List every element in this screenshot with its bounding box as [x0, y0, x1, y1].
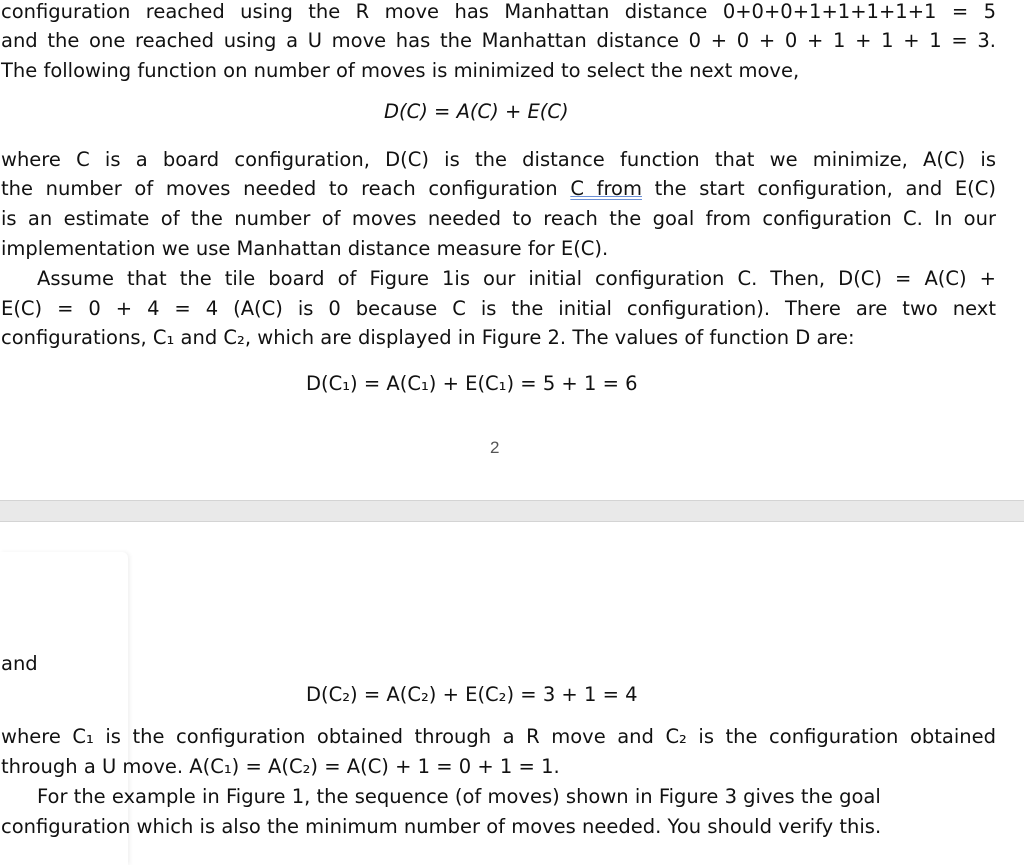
body-text-line: configuration reached using the R move has Manhattan distance 0+0+0+1+1+1+1+1 = 5 — [1, 0, 996, 23]
document-page-bottom — [0, 522, 1024, 865]
proofing-underline[interactable]: C from — [570, 177, 642, 200]
body-text-line: The following function on number of moves is minimized to select the next move, — [1, 59, 800, 82]
page-separator — [0, 500, 1024, 522]
page-number: 2 — [490, 438, 500, 457]
body-text-line — [1, 177, 996, 201]
body-text-line: through a U move. A(C₁) = A(C₂) = A(C) + 1 = 0 + 1 = 1. — [1, 755, 560, 778]
body-text-line: is an estimate of the number of moves needed to reach the goal from configuration C. In our — [1, 207, 996, 230]
body-text-line: Assume that the tile board of Figure 1is our initial configuration C. Then, D(C) = A(C) + — [37, 267, 996, 290]
body-text-line: E(C) = 0 + 4 = 4 (A(C) is 0 because C is the initial configuration). There are two next — [1, 297, 996, 320]
body-text-line: and the one reached using a U move has the Manhattan distance 0 + 0 + 0 + 1 + 1 + 1 = 3. — [1, 29, 996, 52]
body-text-line: configuration which is also the minimum number of moves needed. You should verify this. — [1, 815, 882, 838]
body-text-line: configurations, C₁ and C₂, which are displayed in Figure 2. The values of function D are: — [1, 326, 855, 349]
body-text-line: and — [1, 652, 38, 675]
body-text-line: where C₁ is the configuration obtained through a R move and C₂ is the configuration obtained — [1, 725, 996, 748]
equation-d-c2: D(C₂) = A(C₂) + E(C₂) = 3 + 1 = 4 — [306, 683, 638, 706]
text-segment: the start configuration, and E(C) — [641, 177, 996, 200]
text-segment: the number of moves needed to reach configuration — [1, 177, 571, 200]
equation-d-c1: D(C₁) = A(C₁) + E(C₁) = 5 + 1 = 6 — [306, 372, 638, 395]
equation-distance-function: D(C) = A(C) + E(C) — [384, 100, 569, 123]
body-text-line: where C is a board configuration, D(C) is the distance function that we minimize, A(C) is — [1, 148, 996, 171]
body-text-line: For the example in Figure 1, the sequence (of moves) shown in Figure 3 gives the goal — [37, 785, 881, 808]
body-text-line: implementation we use Manhattan distance measure for E(C). — [1, 237, 609, 260]
